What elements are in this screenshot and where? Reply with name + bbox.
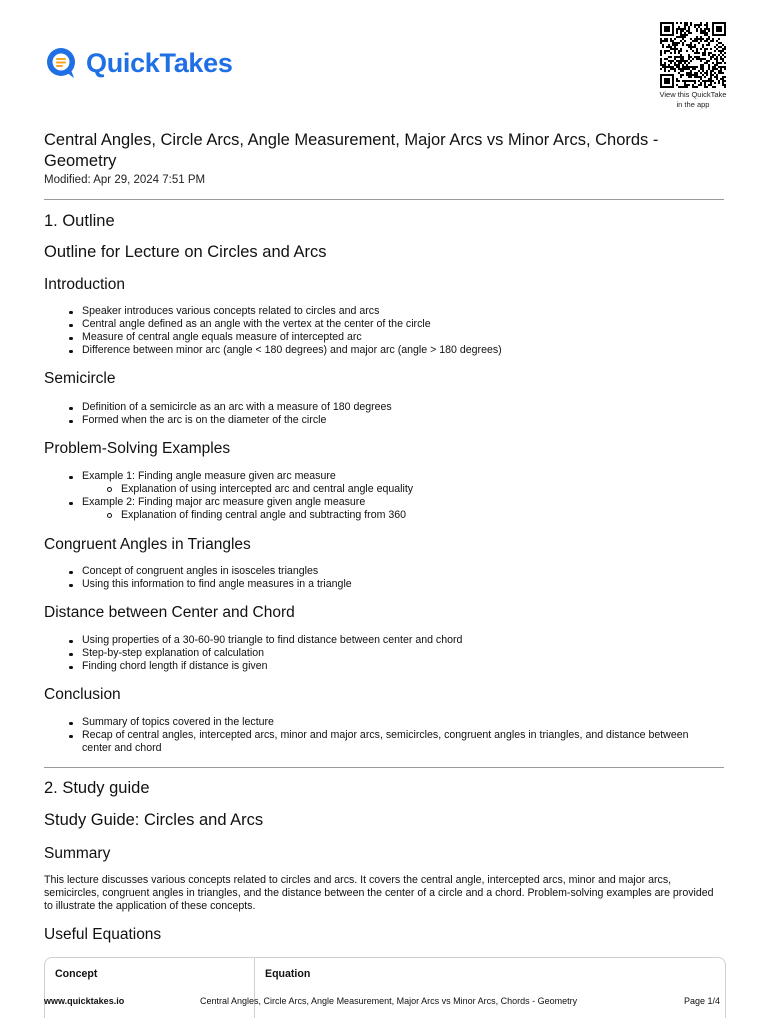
qr-caption-line1: View this QuickTake — [659, 90, 727, 99]
quicktakes-logo[interactable] — [44, 46, 233, 80]
equations-heading: Useful Equations — [44, 926, 162, 943]
list-item: Speaker introduces various concepts related to circles and arcs — [44, 305, 724, 318]
equations-table — [44, 957, 726, 1018]
sub-list-item: Explanation of finding central angle and subtracting from 360 — [44, 509, 724, 522]
distance-list — [44, 634, 724, 673]
problem-solving-list — [44, 470, 724, 522]
logo-text: QuickTakes — [86, 47, 233, 78]
footer-page-number: Page 1/4 — [684, 996, 721, 1006]
outline-heading: 1. Outline — [44, 212, 115, 230]
list-item: Central angle defined as an angle with the vertex at the center of the circle — [44, 318, 724, 331]
list-item: Finding chord length if distance is given — [44, 660, 724, 673]
congruent-list — [44, 565, 724, 591]
outline-title: Outline for Lecture on Circles and Arcs — [44, 243, 327, 261]
section-divider — [44, 767, 724, 768]
section-divider — [44, 199, 724, 200]
sub-list-item: Explanation of using intercepted arc and central angle equality — [44, 483, 724, 496]
introduction-heading: Introduction — [44, 276, 125, 293]
list-item: Using properties of a 30-60-90 triangle to find distance between center and chord — [44, 634, 724, 647]
list-item: Formed when the arc is on the diameter of the circle — [44, 414, 724, 427]
semicircle-heading: Semicircle — [44, 370, 116, 387]
qr-caption-line2: in the app — [676, 100, 710, 109]
table-column-divider — [254, 958, 255, 1018]
list-item: Example 2: Finding major arc measure given angle measure — [44, 496, 724, 509]
list-item: Concept of congruent angles in isosceles triangles — [44, 565, 724, 578]
distance-heading: Distance between Center and Chord — [44, 604, 295, 621]
document-title: Central Angles, Circle Arcs, Angle Measurement, Major Arcs vs Minor Arcs, Chords - Geometry — [44, 131, 659, 170]
list-item: Using this information to find angle measures in a triangle — [44, 578, 724, 591]
qr-code[interactable] — [660, 22, 726, 88]
semicircle-list — [44, 401, 724, 427]
list-item: Example 1: Finding angle measure given arc measure — [44, 470, 724, 483]
problem-solving-heading: Problem-Solving Examples — [44, 440, 231, 457]
summary-text: This lecture discusses various concepts related to circles and arcs. It covers the central angle, intercepted arcs, minor and major arcs, semicircles, congruent angles in triangles, and the distance between the center of a circle and a chord. Problem-solving examples are provided to illustrate the application of these concepts. — [44, 874, 714, 912]
congruent-heading: Congruent Angles in Triangles — [44, 536, 251, 553]
list-item: Recap of central angles, intercepted arcs, minor and major arcs, semicircles, congruent angles in triangles, and distance between center and chord — [44, 729, 724, 755]
footer-title: Central Angles, Circle Arcs, Angle Measurement, Major Arcs vs Minor Arcs, Chords - Geometry — [200, 996, 578, 1006]
table-header-concept: Concept — [55, 968, 98, 980]
list-item: Summary of topics covered in the lecture — [44, 716, 724, 729]
study-guide-title: Study Guide: Circles and Arcs — [44, 811, 264, 829]
footer-url[interactable]: www.quicktakes.io — [44, 996, 125, 1006]
study-guide-heading: 2. Study guide — [44, 779, 150, 797]
qr-caption — [648, 90, 738, 110]
list-item: Difference between minor arc (angle < 180 degrees) and major arc (angle > 180 degrees) — [44, 344, 724, 357]
modified-date: Modified: Apr 29, 2024 7:51 PM — [44, 174, 206, 186]
list-item: Measure of central angle equals measure of intercepted arc — [44, 331, 724, 344]
quicktakes-logo-icon — [44, 46, 78, 80]
list-item: Definition of a semicircle as an arc with a measure of 180 degrees — [44, 401, 724, 414]
table-header-equation: Equation — [265, 968, 311, 980]
list-item: Step-by-step explanation of calculation — [44, 647, 724, 660]
introduction-list — [44, 305, 724, 357]
conclusion-list — [44, 716, 724, 755]
conclusion-heading: Conclusion — [44, 686, 121, 703]
summary-heading: Summary — [44, 845, 111, 862]
